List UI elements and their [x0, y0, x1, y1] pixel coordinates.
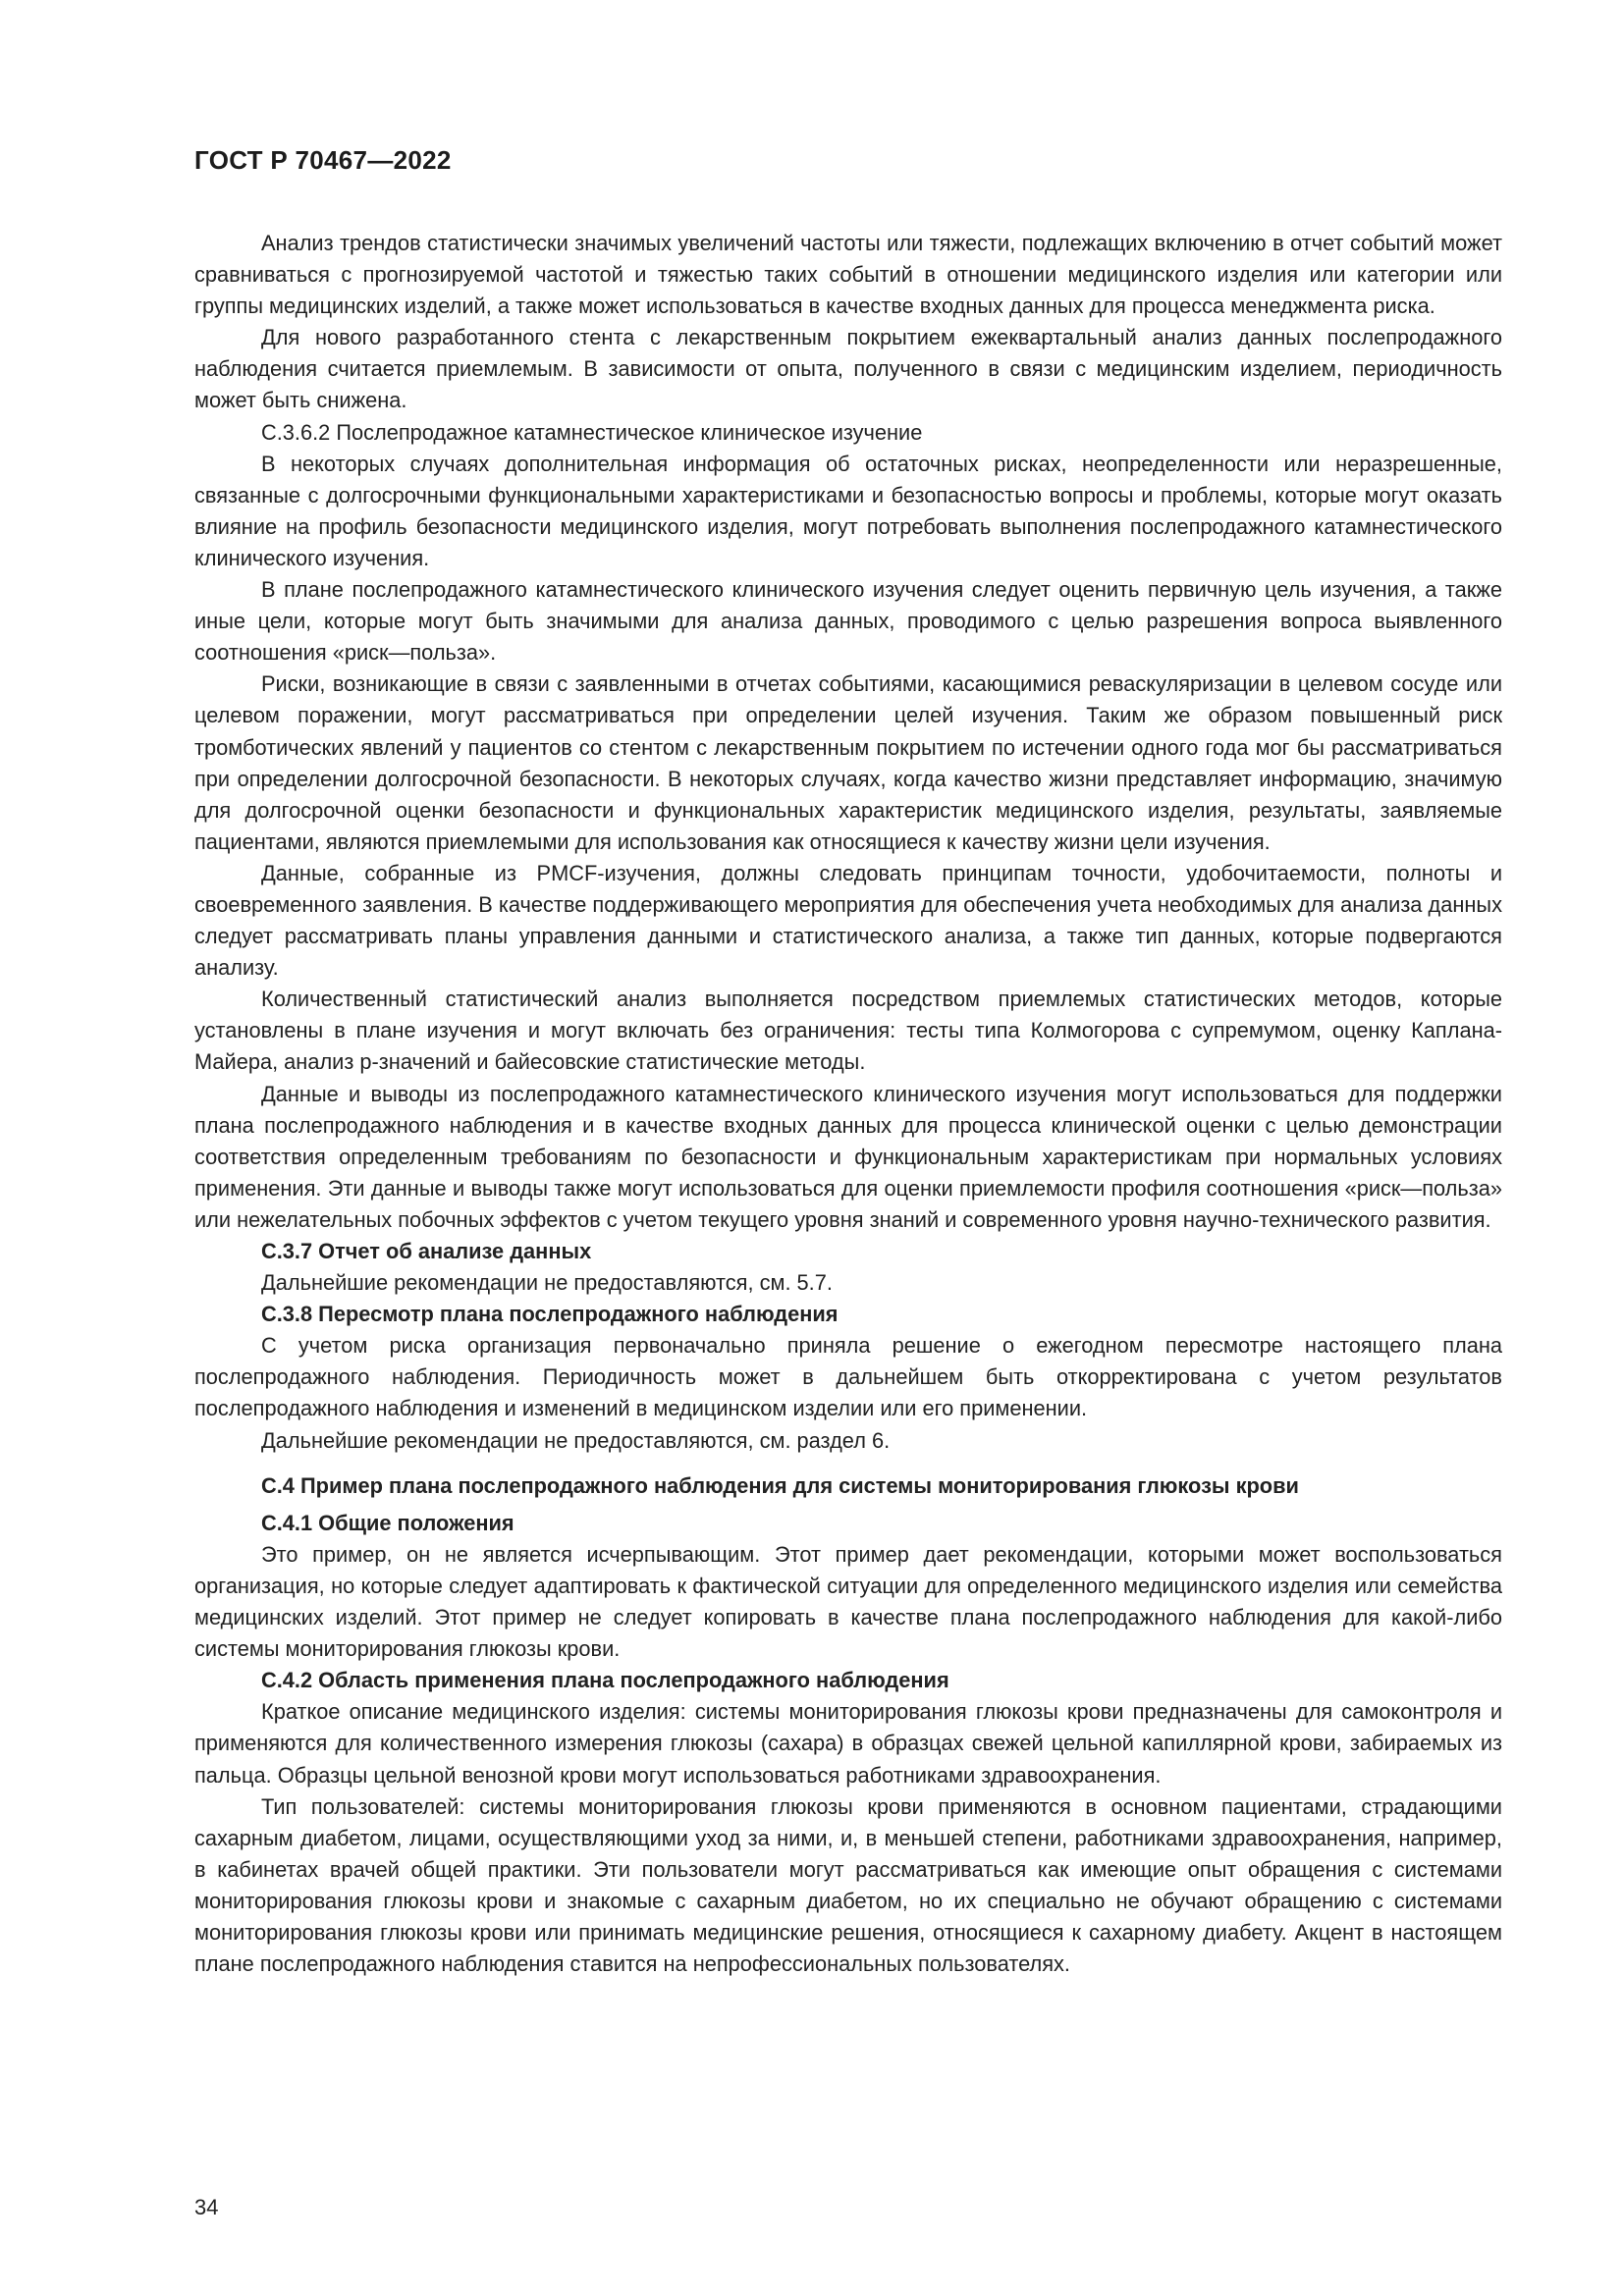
subsection-heading: С.3.8 Пересмотр плана послепродажного наблюдения: [261, 1302, 839, 1327]
paragraph: Это пример, он не является исчерпывающим. Этот пример дает рекомендации, которыми может воспользоваться организация, но которые следует адаптировать к фактической ситуации для определенного медицинского изделия или семейства медицинских изделий. Этот пример не следует копировать в качестве плана послепродажного наблюдения для какой-либо системы мониторирования глюкозы крови.: [194, 1541, 1502, 1662]
paragraph: Данные, собранные из PMCF-изучения, должны следовать принципам точности, удобочитаемости, полноты и своевременного заявления. В качестве поддерживающего мероприятия для обеспечения учета необходимых для анализа данных следует рассматривать планы управления данными и статистического анализа, а также тип данных, которые подвергаются анализу.: [194, 860, 1502, 981]
paragraph: Краткое описание медицинского изделия: системы мониторирования глюкозы крови предназначены для самоконтроля и применяются для количественного измерения глюкозы (сахара) в образцах свежей цельной капиллярной крови, забираемых из пальца. Образцы цельной венозной крови могут использоваться работниками здравоохранения.: [194, 1699, 1502, 1788]
paragraph: Для нового разработанного стента с лекарственным покрытием ежеквартальный анализ данных послепродажного наблюдения считается приемлемым. В зависимости от опыта, полученного в связи с медицинским изделием, периодичность может быть снижена.: [194, 325, 1502, 413]
paragraph: Данные и выводы из послепродажного катамнестического клинического изучения могут использоваться для поддержки плана послепродажного наблюдения и в качестве входных данных для процесса клинической оценки с целью демонстрации соответствия определенным требованиям по безопасности и функциональным характеристикам при нормальных условиях применения. Эти данные и выводы также могут использоваться для оценки приемлемости профиля соотношения «риск—польза» или нежелательных побочных эффектов с учетом текущего уровня знаний и современного уровня научно-технического развития.: [194, 1081, 1502, 1232]
paragraph: Анализ трендов статистически значимых увеличений частоты или тяжести, подлежащих включению в отчет событий может сравниваться с прогнозируемой частотой и тяжестью таких событий в отношении медицинского изделия или категории или группы медицинских изделий, а также может использоваться в качестве входных данных для процесса менеджмента риска.: [194, 231, 1502, 319]
paragraph: С учетом риска организация первоначально приняла решение о ежегодном пересмотре настоящего плана послепродажного наблюдения. Периодичность может в дальнейшем быть откорректирована с учетом результатов послепродажного наблюдения и изменений в медицинском изделии или его применении.: [194, 1333, 1502, 1421]
subsection-heading: С.4.1 Общие положения: [261, 1510, 514, 1535]
subsection-heading: С.3.7 Отчет об анализе данных: [261, 1239, 592, 1263]
paragraph: Количественный статистический анализ выполняется посредством приемлемых статистических методов, которые установлены в плане изучения и могут включать без ограничения: тесты типа Колмогорова с супремумом, оценку Каплана-Майера, анализ p-значений и байесовские статистические методы.: [194, 987, 1502, 1075]
paragraph: Риски, возникающие в связи с заявленными в отчетах событиями, касающимися реваскуляризации в целевом сосуде или целевом поражении, могут рассматриваться при определении целей изучения. Таким же образом повышенный риск тромботических явлений у пациентов со стентом с лекарственным покрытием по истечении одного года мог бы рассматриваться при определении долгосрочной безопасности. В некоторых случаях, когда качество жизни представляет информацию, значимую для долгосрочной оценки безопасности и функциональных характеристик медицинского изделия, результаты, заявляемые пациентами, являются приемлемыми для использования как относящиеся к качеству жизни цели изучения.: [194, 671, 1502, 854]
section-heading: С.4 Пример плана послепродажного наблюдения для системы мониторирования глюкозы крови: [261, 1472, 1299, 1498]
paragraph: Дальнейшие рекомендации не предоставляются, см. 5.7.: [261, 1270, 833, 1296]
document-header: ГОСТ Р 70467—2022: [194, 145, 452, 175]
paragraph: С.3.6.2 Послепродажное катамнестическое клиническое изучение: [261, 419, 923, 445]
subsection-heading: С.4.2 Область применения плана послепродажного наблюдения: [261, 1668, 949, 1693]
page-number: 34: [194, 2195, 219, 2219]
paragraph: Тип пользователей: системы мониторирования глюкозы крови применяются в основном пациентами, страдающими сахарным диабетом, лицами, осуществляющими уход за ними, и, в меньшей степени, работниками здравоохранения, например, в кабинетах врачей общей практики. Эти пользователи могут рассматриваться как имеющие опыт обращения с системами мониторирования глюкозы крови и знакомые с сахарным диабетом, но их специально не обучают обращению с системами мониторирования глюкозы крови или принимать медицинские решения, относящиеся к сахарному диабету. Акцент в настоящем плане послепродажного наблюдения ставится на непрофессиональных пользователях.: [194, 1793, 1502, 1977]
paragraph: В некоторых случаях дополнительная информация об остаточных рисках, неопределенности или неразрешенные, связанные с долгосрочными функциональными характеристиками и безопасностью вопросы и проблемы, которые могут оказать влияние на профиль безопасности медицинского изделия, могут потребовать выполнения послепродажного катамнестического клинического изучения.: [194, 451, 1502, 570]
document-body: [194, 228, 1502, 1980]
paragraph: Дальнейшие рекомендации не предоставляются, см. раздел 6.: [261, 1427, 891, 1453]
paragraph: В плане послепродажного катамнестического клинического изучения следует оценить первичную цель изучения, а также иные цели, которые могут быть значимыми для анализа данных, проводимого с целью разрешения вопроса выявленного соотношения «риск—польза».: [194, 577, 1502, 666]
